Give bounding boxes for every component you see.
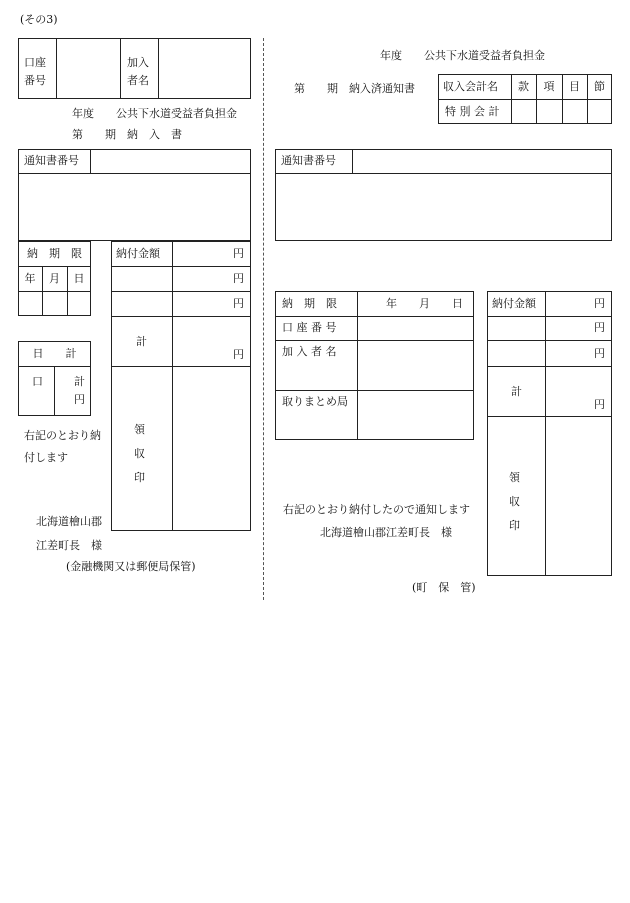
left-receipt-stamp: 領 収 印 [134, 423, 145, 484]
special-account-label: 特 別 会 計 [445, 105, 500, 118]
right-total-label: 計 [511, 385, 522, 398]
right-info-table [275, 291, 474, 440]
right-due-label: 納 期 限 [282, 297, 337, 310]
left-fiscal-line: 年度 公共下水道受益者負担金 [72, 107, 237, 120]
right-yen-total: 円 [594, 398, 605, 411]
left-kei: 計 [74, 375, 85, 388]
right-due-date: 年 月 日 [386, 297, 463, 310]
right-amount-label: 納付金額 [492, 297, 536, 310]
left-yen-1: 円 [233, 247, 244, 260]
cut-line [263, 38, 264, 600]
left-custody-note: (金融機関又は郵便局保管) [66, 560, 196, 573]
right-notice-number-label: 通知書番号 [281, 154, 336, 167]
account-number-label: 口座 番号 [24, 56, 46, 87]
account-name-label: 収入会計名 [443, 80, 498, 93]
left-daily-yen: 円 [74, 393, 85, 406]
left-total-label: 計 [136, 335, 147, 348]
left-day: 日 [73, 272, 85, 285]
right-yen-3: 円 [594, 347, 605, 360]
left-daily-total-label: 日 計 [32, 347, 77, 360]
right-account-number-label: 口 座 番 号 [282, 321, 337, 334]
right-subscriber-label: 加 入 者 名 [282, 345, 337, 358]
left-yen-2: 円 [233, 272, 244, 285]
left-year: 年 [24, 272, 36, 285]
right-yen-2: 円 [594, 321, 605, 334]
left-month: 月 [49, 272, 60, 285]
left-yen-3: 円 [233, 297, 244, 310]
left-amount-table [111, 241, 251, 531]
left-kuchi: 口 [32, 375, 43, 388]
subscriber-name-label: 加入 者名 [127, 56, 149, 87]
col-kou: 項 [543, 80, 555, 93]
right-receipt-stamp: 領 収 印 [509, 471, 520, 532]
left-address-2: 江差町長 様 [36, 539, 102, 552]
right-statement: 右記のとおり納付したので通知します [283, 503, 470, 516]
col-moku: 目 [569, 80, 580, 93]
right-yen-1: 円 [594, 297, 605, 310]
col-setsu: 節 [594, 80, 605, 93]
right-title: 第 期 納入済通知書 [294, 82, 415, 95]
right-fiscal-line: 年度 公共下水道受益者負担金 [380, 49, 545, 62]
left-statement: 右記のとおり納 付します [24, 429, 101, 464]
col-kan: 款 [518, 80, 529, 93]
left-amount-label: 納付金額 [116, 247, 160, 260]
left-notice-number-label: 通知書番号 [24, 154, 79, 167]
left-address-1: 北海道檜山郡 [36, 515, 102, 528]
right-office-label: 取りまとめ局 [282, 395, 348, 408]
form-number-label: (その3) [20, 13, 58, 26]
left-due-label: 納 期 限 [27, 247, 82, 260]
right-custody-note: (町 保 管) [412, 581, 476, 594]
right-address: 北海道檜山郡江差町長 様 [320, 526, 452, 539]
left-yen-total: 円 [233, 348, 244, 361]
left-title: 第 期 納 入 書 [72, 128, 182, 141]
